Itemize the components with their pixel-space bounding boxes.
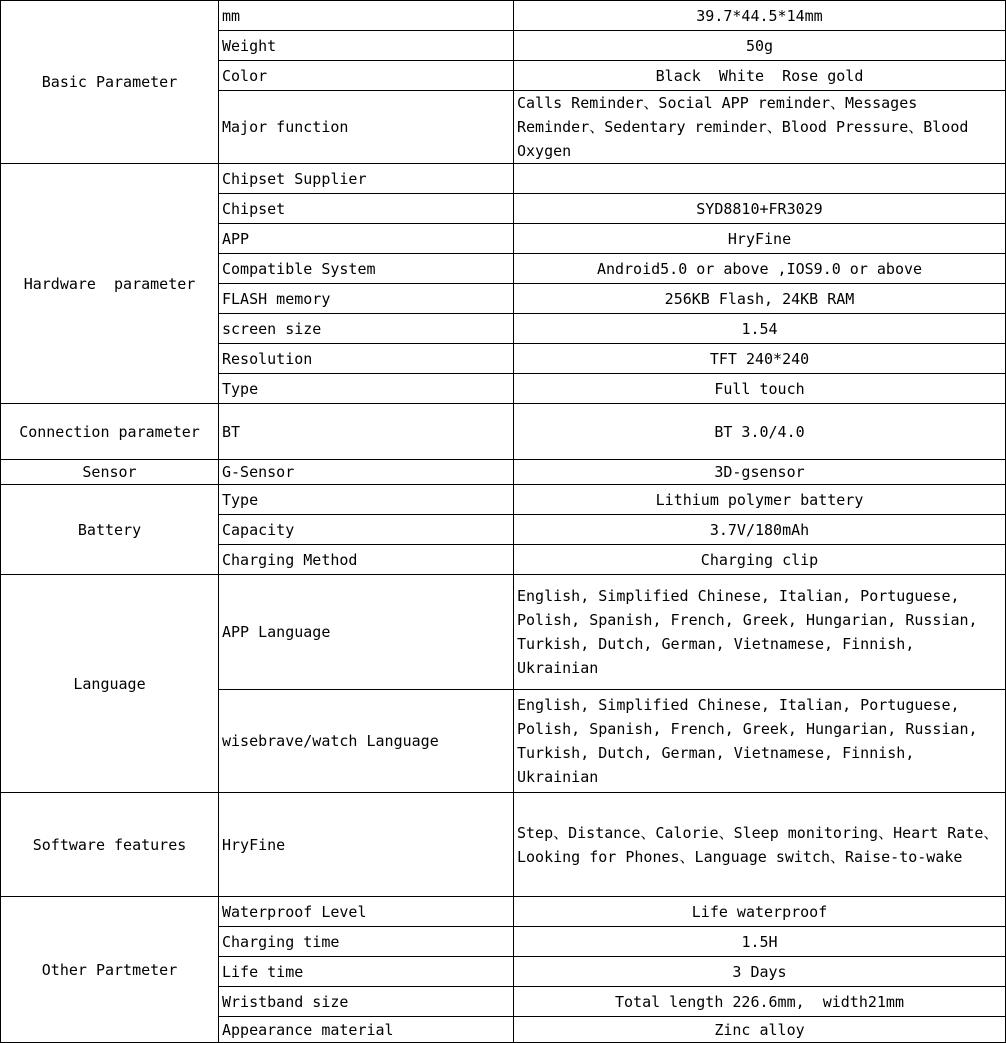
row-label-flash-memory: FLASH memory: [219, 284, 514, 314]
row-label-weight: Weight: [219, 31, 514, 61]
group-sensor: Sensor: [1, 460, 219, 485]
group-software-features: Software features: [1, 793, 219, 897]
row-value-bt: BT 3.0/4.0: [514, 404, 1006, 460]
row-value-charging-time: 1.5H: [514, 927, 1006, 957]
row-value-type-hardware: Full touch: [514, 374, 1006, 404]
row-value-weight: 50g: [514, 31, 1006, 61]
row-value-appearance-material: Zinc alloy: [514, 1017, 1006, 1043]
row-value-hryfine: Step、Distance、Calorie、Sleep monitoring、Heart Rate、Looking for Phones、Language switch、Raise-to-wake: [514, 793, 1006, 897]
row-value-major-function: Calls Reminder、Social APP reminder、Messages Reminder、Sedentary reminder、Blood Pressure、Blood Oxygen: [514, 91, 1006, 164]
table-row: [1, 485, 1006, 515]
row-value-waterproof-level: Life waterproof: [514, 897, 1006, 927]
row-label-charging-method: Charging Method: [219, 545, 514, 575]
row-value-g-sensor: 3D-gsensor: [514, 460, 1006, 485]
row-label-app: APP: [219, 224, 514, 254]
row-label-waterproof-level: Waterproof Level: [219, 897, 514, 927]
table-row: [1, 1, 1006, 31]
table-row: [1, 897, 1006, 927]
group-hardware-parameter: Hardware parameter: [1, 164, 219, 404]
row-value-chipset-supplier: [514, 164, 1006, 194]
row-label-watch-language: wisebrave/watch Language: [219, 690, 514, 793]
row-value-watch-language: English, Simplified Chinese, Italian, Portuguese, Polish, Spanish, French, Greek, Hungarian, Russian, Turkish, Dutch, German, Vietnamese, Finnish, Ukrainian: [514, 690, 1006, 793]
row-label-type-hardware: Type: [219, 374, 514, 404]
row-label-app-language: APP Language: [219, 575, 514, 690]
group-other-partmeter: Other Partmeter: [1, 897, 219, 1043]
row-label-major-function: Major function: [219, 91, 514, 164]
group-battery: Battery: [1, 485, 219, 575]
row-label-mm: mm: [219, 1, 514, 31]
row-label-capacity: Capacity: [219, 515, 514, 545]
group-connection-parameter: Connection parameter: [1, 404, 219, 460]
row-label-resolution: Resolution: [219, 344, 514, 374]
row-label-color: Color: [219, 61, 514, 91]
group-language: Language: [1, 575, 219, 793]
row-label-wristband-size: Wristband size: [219, 987, 514, 1017]
row-label-chipset: Chipset: [219, 194, 514, 224]
row-value-chipset: SYD8810+FR3029: [514, 194, 1006, 224]
row-value-color: Black White Rose gold: [514, 61, 1006, 91]
row-label-life-time: Life time: [219, 957, 514, 987]
row-value-mm: 39.7*44.5*14mm: [514, 1, 1006, 31]
row-value-capacity: 3.7V/180mAh: [514, 515, 1006, 545]
row-label-chipset-supplier: Chipset Supplier: [219, 164, 514, 194]
table-row: [1, 793, 1006, 897]
row-label-hryfine: HryFine: [219, 793, 514, 897]
table-row: [1, 404, 1006, 460]
row-label-g-sensor: G-Sensor: [219, 460, 514, 485]
row-value-charging-method: Charging clip: [514, 545, 1006, 575]
row-label-bt: BT: [219, 404, 514, 460]
row-label-compatible-system: Compatible System: [219, 254, 514, 284]
table-row: [1, 460, 1006, 485]
table-row: [1, 164, 1006, 194]
row-label-battery-type: Type: [219, 485, 514, 515]
row-value-life-time: 3 Days: [514, 957, 1006, 987]
row-value-battery-type: Lithium polymer battery: [514, 485, 1006, 515]
row-label-charging-time: Charging time: [219, 927, 514, 957]
row-value-flash-memory: 256KB Flash, 24KB RAM: [514, 284, 1006, 314]
row-label-appearance-material: Appearance material: [219, 1017, 514, 1043]
row-value-resolution: TFT 240*240: [514, 344, 1006, 374]
row-value-app-language: English, Simplified Chinese, Italian, Portuguese, Polish, Spanish, French, Greek, Hungarian, Russian, Turkish, Dutch, German, Vietnamese, Finnish, Ukrainian: [514, 575, 1006, 690]
table-row: [1, 575, 1006, 690]
row-value-wristband-size: Total length 226.6mm, width21mm: [514, 987, 1006, 1017]
row-label-screen-size: screen size: [219, 314, 514, 344]
row-value-app: HryFine: [514, 224, 1006, 254]
row-value-compatible-system: Android5.0 or above ,IOS9.0 or above: [514, 254, 1006, 284]
row-value-screen-size: 1.54: [514, 314, 1006, 344]
group-basic-parameter: Basic Parameter: [1, 1, 219, 164]
